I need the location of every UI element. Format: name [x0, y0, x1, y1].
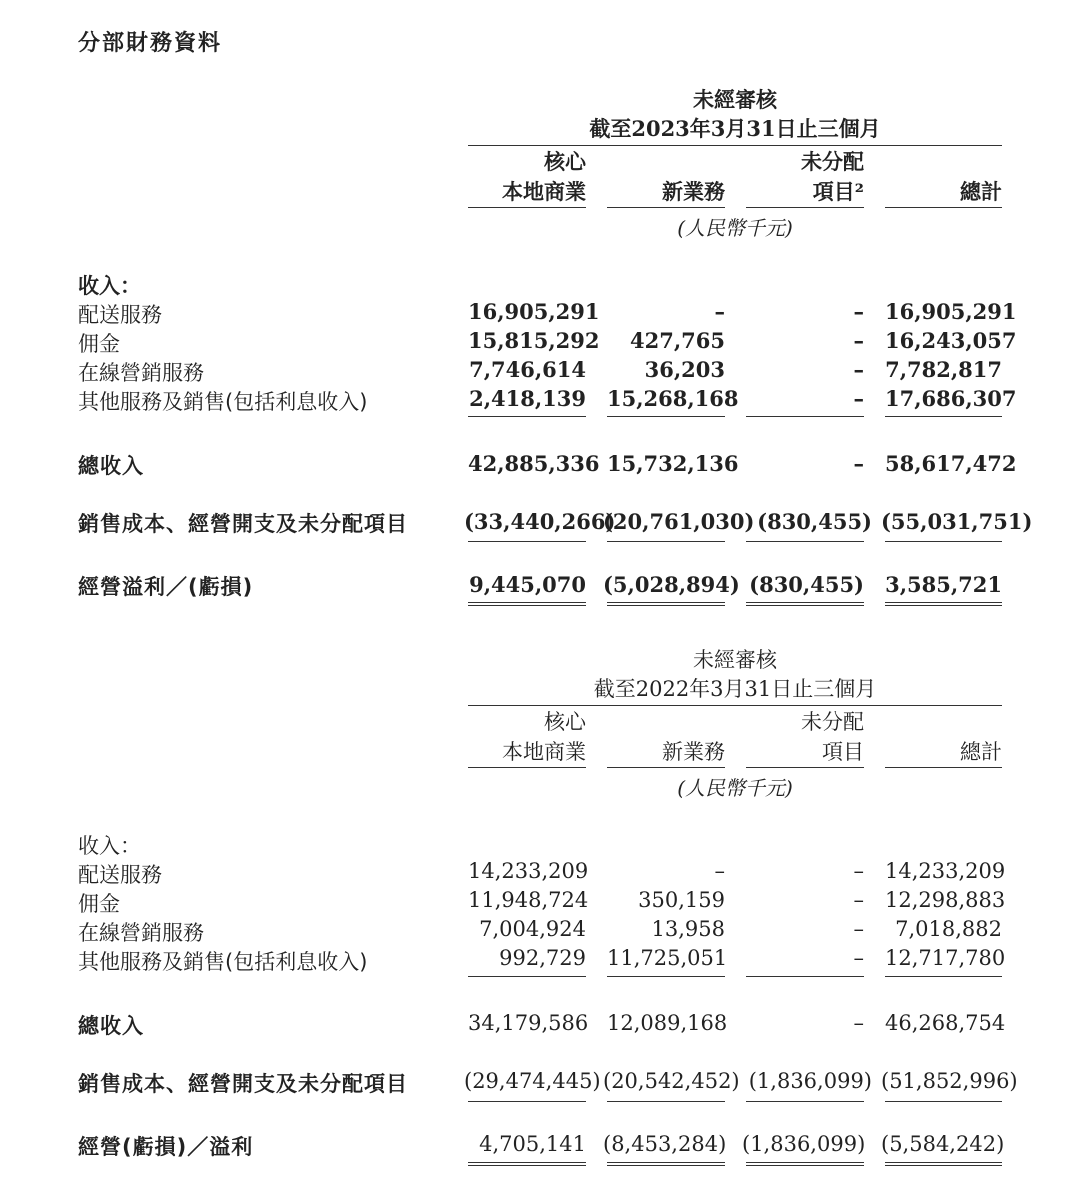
total-revenue-cell: 46,268,754	[885, 1011, 1006, 1035]
revenue-cell: –	[714, 859, 725, 883]
operating-result-label: 經營(虧損)／溢利	[78, 1135, 254, 1159]
double-underline	[468, 602, 586, 606]
audit-status: 未經審核	[693, 87, 777, 112]
revenue-cell: 12,717,780	[885, 946, 1006, 970]
revenue-cell: 7,782,817	[885, 357, 1002, 382]
double-underline	[746, 602, 864, 606]
revenue-cell: 2,418,139	[469, 386, 586, 411]
costs-cell: (1,836,099)	[748, 1069, 872, 1093]
revenue-cell: –	[714, 299, 725, 324]
revenue-cell: 16,905,291	[468, 299, 600, 324]
revenue-row-label: 其他服務及銷售(包括利息收入)	[78, 390, 368, 414]
subtotal-line	[885, 976, 1002, 977]
column-head: 本地商業	[468, 177, 586, 208]
operating-result-cell: (8,453,284)	[603, 1132, 727, 1156]
revenue-cell: 11,725,051	[607, 946, 728, 970]
revenue-row-label: 在線營銷服務	[78, 361, 204, 385]
column-head: 本地商業	[468, 737, 586, 768]
double-underline	[607, 1162, 725, 1166]
subtotal-line	[746, 416, 864, 417]
revenue-cell: 7,018,882	[895, 917, 1002, 941]
revenue-cell: 36,203	[644, 357, 725, 382]
costs-line	[607, 541, 725, 542]
total-revenue-cell: 42,885,336	[468, 451, 600, 476]
costs-cell: (20,761,030)	[603, 509, 755, 534]
revenue-cell: 7,004,924	[479, 917, 586, 941]
total-revenue-cell: –	[853, 1011, 864, 1035]
operating-result-cell: 3,585,721	[885, 572, 1002, 597]
subtotal-line	[885, 416, 1002, 417]
revenue-cell: –	[853, 386, 864, 411]
operating-result-label: 經營溢利／(虧損)	[78, 575, 254, 599]
total-revenue-cell: 15,732,136	[607, 451, 739, 476]
column-head-line1: 未分配	[801, 149, 864, 174]
operating-result-cell: (5,028,894)	[603, 572, 740, 597]
column-head: 總計	[885, 177, 1002, 208]
operating-result-cell: (5,584,242)	[881, 1132, 1005, 1156]
column-head-line1: 核心	[544, 710, 586, 734]
subtotal-line	[607, 416, 725, 417]
revenue-cell: –	[853, 357, 864, 382]
costs-line	[885, 541, 1002, 542]
revenue-cell: 427,765	[630, 328, 725, 353]
costs-cell: (55,031,751)	[881, 509, 1033, 534]
page-title: 分部財務資料	[78, 31, 223, 56]
revenue-cell: –	[853, 328, 864, 353]
costs-label: 銷售成本、經營開支及未分配項目	[78, 1072, 408, 1096]
revenue-cell: –	[853, 888, 864, 912]
costs-cell: (20,542,452)	[603, 1069, 740, 1093]
revenue-cell: 13,958	[651, 917, 725, 941]
column-head: 項目²	[746, 177, 864, 208]
revenue-heading: 收入：	[78, 274, 141, 298]
costs-label: 銷售成本、經營開支及未分配項目	[78, 512, 408, 536]
costs-line	[607, 1101, 725, 1102]
period-heading: 截至2023年3月31日止三個月	[589, 116, 881, 141]
operating-result-cell: (830,455)	[749, 572, 864, 597]
revenue-cell: 7,746,614	[469, 357, 586, 382]
revenue-cell: 16,905,291	[885, 299, 1017, 324]
audit-status: 未經審核	[693, 648, 777, 672]
costs-line	[746, 541, 864, 542]
period-underline	[468, 705, 1002, 706]
currency-unit: (人民幣千元)	[677, 776, 793, 800]
revenue-cell: 16,243,057	[885, 328, 1017, 353]
subtotal-line	[468, 416, 586, 417]
revenue-row-label: 在線營銷服務	[78, 921, 204, 945]
costs-cell: (29,474,445)	[464, 1069, 601, 1093]
revenue-cell: –	[853, 917, 864, 941]
column-head: 新業務	[607, 177, 725, 208]
total-revenue-cell: 12,089,168	[607, 1011, 728, 1035]
revenue-cell: 14,233,209	[885, 859, 1006, 883]
operating-result-cell: 4,705,141	[479, 1132, 586, 1156]
column-head: 新業務	[607, 737, 725, 768]
revenue-cell: –	[853, 946, 864, 970]
costs-cell: (33,440,266)	[464, 509, 616, 534]
double-underline	[746, 1162, 864, 1166]
total-revenue-label: 總收入	[78, 1014, 144, 1038]
period-underline	[468, 145, 1002, 146]
revenue-row-label: 配送服務	[78, 303, 162, 327]
subtotal-line	[746, 976, 864, 977]
revenue-cell: 17,686,307	[885, 386, 1017, 411]
revenue-row-label: 配送服務	[78, 863, 162, 887]
revenue-cell: 992,729	[499, 946, 586, 970]
revenue-row-label: 佣金	[78, 332, 120, 356]
total-revenue-cell: –	[853, 451, 864, 476]
period-heading: 截至2022年3月31日止三個月	[593, 677, 877, 701]
double-underline	[468, 1162, 586, 1166]
subtotal-line	[607, 976, 725, 977]
revenue-cell: 12,298,883	[885, 888, 1006, 912]
revenue-cell: 11,948,724	[468, 888, 589, 912]
column-head-line1: 核心	[544, 149, 586, 174]
column-head-line1: 未分配	[801, 710, 864, 734]
double-underline	[885, 1162, 1002, 1166]
revenue-cell: 15,815,292	[468, 328, 600, 353]
costs-line	[885, 1101, 1002, 1102]
currency-unit: (人民幣千元)	[677, 216, 793, 240]
costs-line	[468, 1101, 586, 1102]
revenue-row-label: 佣金	[78, 892, 120, 916]
revenue-cell: 14,233,209	[468, 859, 589, 883]
total-revenue-cell: 58,617,472	[885, 451, 1017, 476]
costs-cell: (830,455)	[757, 509, 872, 534]
double-underline	[885, 602, 1002, 606]
subtotal-line	[468, 976, 586, 977]
total-revenue-cell: 34,179,586	[468, 1011, 589, 1035]
column-head: 總計	[885, 737, 1002, 768]
costs-cell: (51,852,996)	[881, 1069, 1018, 1093]
revenue-row-label: 其他服務及銷售(包括利息收入)	[78, 950, 368, 974]
costs-line	[746, 1101, 864, 1102]
revenue-cell: –	[853, 859, 864, 883]
operating-result-cell: (1,836,099)	[742, 1132, 866, 1156]
double-underline	[607, 602, 725, 606]
costs-line	[468, 541, 586, 542]
total-revenue-label: 總收入	[78, 454, 144, 478]
revenue-cell: 350,159	[638, 888, 725, 912]
revenue-cell: 15,268,168	[607, 386, 739, 411]
revenue-cell: –	[853, 299, 864, 324]
column-head: 項目	[746, 737, 864, 768]
operating-result-cell: 9,445,070	[469, 572, 586, 597]
revenue-heading: 收入：	[78, 834, 141, 858]
